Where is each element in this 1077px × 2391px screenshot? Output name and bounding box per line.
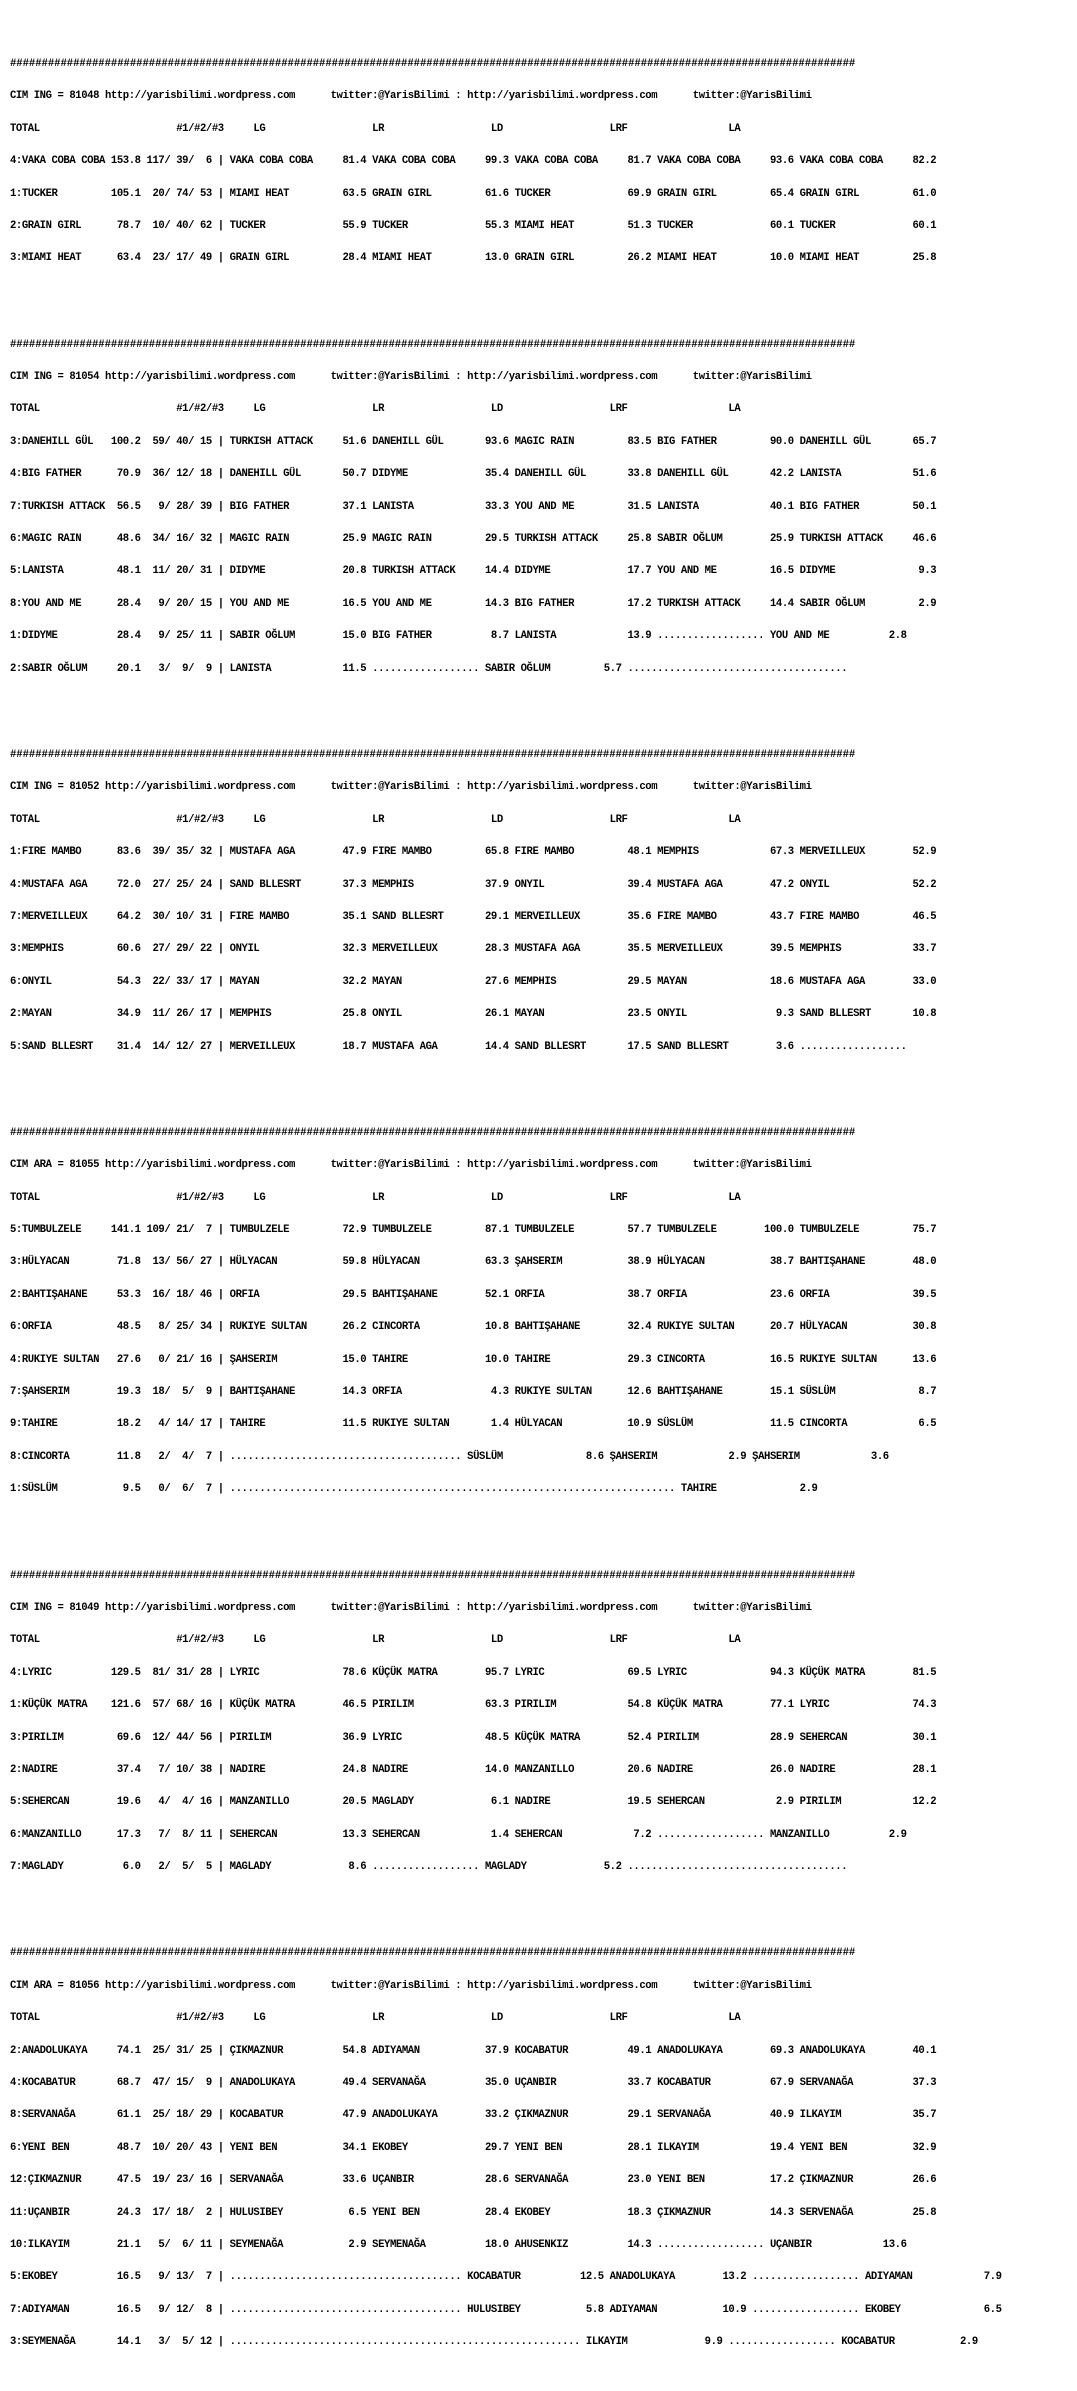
horse-row: 12:ÇIKMAZNUR 47.5 19/ 23/ 16 | SERVANAĞA 33.6 UÇANBIR 28.6 SERVANAĞA 23.0 YENI BEN 17.2 ÇIKMAZNUR 26.6: [10, 2174, 937, 2187]
horse-row: 5:EKOBEY 16.5 9/ 13/ 7 | ....................................... KOCABATUR 12.5 ANADOLUKAYA 13.2 .................. ADIYAMAN 7.9: [10, 2271, 1002, 2284]
separator-line: ######################################################################################################################################: [10, 1569, 856, 1582]
report-section: [10, 1549, 1070, 1895]
column-header: TOTAL #1/#2/#3 LG LR LD LRF LA: [10, 122, 741, 135]
horse-row: 3:SEYMENAĞA 14.1 3/ 5/ 12 | ........................................................... ILKAYIM 9.9 .................. KOCABATUR 2.9: [10, 2336, 978, 2349]
horse-row: 2:NADIRE 37.4 7/ 10/ 38 | NADIRE 24.8 NADIRE 14.0 MANZANILLO 20.6 NADIRE 26.0 NADIRE 28.1: [10, 1763, 937, 1776]
horse-row: 1:FIRE MAMBO 83.6 39/ 35/ 32 | MUSTAFA AGA 47.9 FIRE MAMBO 65.8 FIRE MAMBO 48.1 MEMPHIS 67.3 MERVEILLEUX 52.9: [10, 846, 937, 859]
horse-row: 1:DIDYME 28.4 9/ 25/ 11 | SABIR OĞLUM 15.0 BIG FATHER 8.7 LANISTA 13.9 .................. YOU AND ME 2.8: [10, 630, 907, 643]
report-section: [10, 1106, 1070, 1516]
column-header: TOTAL #1/#2/#3 LG LR LD LRF LA: [10, 1634, 741, 1647]
section-title: CIM ARA = 81056 http://yarisbilimi.wordpress.com twitter:@YarisBilimi : http://yarisbilimi.wordpress.com twitter:@YarisBilimi: [10, 1979, 812, 1992]
horse-row: 1:TUCKER 105.1 20/ 74/ 53 | MIAMI HEAT 63.5 GRAIN GIRL 61.6 TUCKER 69.9 GRAIN GIRL 65.4 GRAIN GIRL 61.0: [10, 187, 937, 200]
separator-line: ######################################################################################################################################: [10, 57, 856, 70]
report-section: [10, 1927, 1070, 2370]
horse-row: 4:BIG FATHER 70.9 36/ 12/ 18 | DANEHILL GÜL 50.7 DIDYME 35.4 DANEHILL GÜL 33.8 DANEHILL GÜL 42.2 LANISTA 51.6: [10, 468, 937, 481]
horse-row: 9:TAHIRE 18.2 4/ 14/ 17 | TAHIRE 11.5 RUKIYE SULTAN 1.4 HÜLYACAN 10.9 SÜSLÜM 11.5 CINCORTA 6.5: [10, 1418, 937, 1431]
horse-row: 1:SÜSLÜM 9.5 0/ 6/ 7 | ........................................................................... TAHIRE 2.9: [10, 1483, 818, 1496]
horse-row: 1:KÜÇÜK MATRA 121.6 57/ 68/ 16 | KÜÇÜK MATRA 46.5 PIRILIM 63.3 PIRILIM 54.8 KÜÇÜK MATRA 77.1 LYRIC 74.3: [10, 1699, 937, 1712]
section-title: CIM ING = 81049 http://yarisbilimi.wordpress.com twitter:@YarisBilimi : http://yarisbilimi.wordpress.com twitter:@YarisBilimi: [10, 1601, 812, 1614]
horse-row: 3:HÜLYACAN 71.8 13/ 56/ 27 | HÜLYACAN 59.8 HÜLYACAN 63.3 ŞAHSERIM 38.9 HÜLYACAN 38.7 BAHTIŞAHANE 48.0: [10, 1256, 937, 1269]
separator-line: ######################################################################################################################################: [10, 748, 856, 761]
report-section: [10, 318, 1070, 696]
horse-row: 7:MERVEILLEUX 64.2 30/ 10/ 31 | FIRE MAMBO 35.1 SAND BLLESRT 29.1 MERVEILLEUX 35.6 FIRE MAMBO 43.7 FIRE MAMBO 46.5: [10, 910, 937, 923]
section-title: CIM ING = 81048 http://yarisbilimi.wordpress.com twitter:@YarisBilimi : http://yarisbilimi.wordpress.com twitter:@YarisBilimi: [10, 90, 812, 103]
horse-row: 3:MIAMI HEAT 63.4 23/ 17/ 49 | GRAIN GIRL 28.4 MIAMI HEAT 13.0 GRAIN GIRL 26.2 MIAMI HEAT 10.0 MIAMI HEAT 25.8: [10, 252, 937, 265]
horse-row: 7:ŞAHSERIM 19.3 18/ 5/ 9 | BAHTIŞAHANE 14.3 ORFIA 4.3 RUKIYE SULTAN 12.6 BAHTIŞAHANE 15.1 SÜSLÜM 8.7: [10, 1386, 937, 1398]
horse-row: 8:YOU AND ME 28.4 9/ 20/ 15 | YOU AND ME 16.5 YOU AND ME 14.3 BIG FATHER 17.2 TURKISH ATTACK 14.4 SABIR OĞLUM 2.9: [10, 597, 937, 610]
column-header: TOTAL #1/#2/#3 LG LR LD LRF LA: [10, 1191, 741, 1204]
horse-row: 6:MANZANILLO 17.3 7/ 8/ 11 | SEHERCAN 13.3 SEHERCAN 1.4 SEHERCAN 7.2 .................. MANZANILLO 2.9: [10, 1828, 907, 1841]
horse-row: 2:BAHTIŞAHANE 53.3 16/ 18/ 46 | ORFIA 29.5 BAHTIŞAHANE 52.1 ORFIA 38.7 ORFIA 23.6 ORFIA 39.5: [10, 1288, 937, 1301]
separator-line: ######################################################################################################################################: [10, 338, 856, 351]
horse-row: 2:GRAIN GIRL 78.7 10/ 40/ 62 | TUCKER 55.9 TUCKER 55.3 MIAMI HEAT 51.3 TUCKER 60.1 TUCKER 60.1: [10, 219, 937, 232]
report-section: [10, 37, 1070, 285]
horse-row: 6:YENI BEN 48.7 10/ 20/ 43 | YENI BEN 34.1 EKOBEY 29.7 YENI BEN 28.1 ILKAYIM 19.4 YENI BEN 32.9: [10, 2141, 937, 2154]
report-section: [10, 728, 1070, 1074]
horse-row: 3:PIRILIM 69.6 12/ 44/ 56 | PIRILIM 36.9 LYRIC 48.5 KÜÇÜK MATRA 52.4 PIRILIM 28.9 SEHERCAN 30.1: [10, 1731, 937, 1744]
horse-row: 4:LYRIC 129.5 81/ 31/ 28 | LYRIC 78.6 KÜÇÜK MATRA 95.7 LYRIC 69.5 LYRIC 94.3 KÜÇÜK MATRA 81.5: [10, 1666, 937, 1679]
horse-row: 2:MAYAN 34.9 11/ 26/ 17 | MEMPHIS 25.8 ONYIL 26.1 MAYAN 23.5 ONYIL 9.3 SAND BLLESRT 10.8: [10, 1008, 937, 1021]
separator-line: ######################################################################################################################################: [10, 1947, 856, 1960]
horse-row: 4:VAKA COBA COBA 153.8 117/ 39/ 6 | VAKA COBA COBA 81.4 VAKA COBA COBA 99.3 VAKA COBA COBA 81.7 VAKA COBA COBA 93.6 VAKA COBA COBA 82.2: [10, 155, 937, 168]
horse-row: 8:CINCORTA 11.8 2/ 4/ 7 | ....................................... SÜSLÜM 8.6 ŞAHSERIM 2.9 ŞAHSERIM 3.6: [10, 1450, 889, 1463]
horse-row: 3:MEMPHIS 60.6 27/ 29/ 22 | ONYIL 32.3 MERVEILLEUX 28.3 MUSTAFA AGA 35.5 MERVEILLEUX 39.5 MEMPHIS 33.7: [10, 943, 937, 956]
horse-row: 5:TUMBULZELE 141.1 109/ 21/ 7 | TUMBULZELE 72.9 TUMBULZELE 87.1 TUMBULZELE 57.7 TUMBULZELE 100.0 TUMBULZELE 75.7: [10, 1224, 937, 1237]
horse-row: 7:MAGLADY 6.0 2/ 5/ 5 | MAGLADY 8.6 .................. MAGLADY 5.2 .....................................: [10, 1861, 848, 1874]
section-title: CIM ING = 81052 http://yarisbilimi.wordpress.com twitter:@YarisBilimi : http://yarisbilimi.wordpress.com twitter:@YarisBilimi: [10, 781, 812, 794]
horse-row: 2:ANADOLUKAYA 74.1 25/ 31/ 25 | ÇIKMAZNUR 54.8 ADIYAMAN 37.9 KOCABATUR 49.1 ANADOLUKAYA 69.3 ANADOLUKAYA 40.1: [10, 2044, 937, 2057]
horse-row: 2:SABIR OĞLUM 20.1 3/ 9/ 9 | LANISTA 11.5 .................. SABIR OĞLUM 5.7 .....................................: [10, 662, 848, 675]
column-header: TOTAL #1/#2/#3 LG LR LD LRF LA: [10, 813, 741, 826]
horse-row: 7:ADIYAMAN 16.5 9/ 12/ 8 | ....................................... HULUSIBEY 5.8 ADIYAMAN 10.9 .................. EKOBEY 6.5: [10, 2303, 1002, 2316]
horse-row: 3:DANEHILL GÜL 100.2 59/ 40/ 15 | TURKISH ATTACK 51.6 DANEHILL GÜL 93.6 MAGIC RAIN 83.5 BIG FATHER 90.0 DANEHILL GÜL 65.7: [10, 435, 937, 448]
section-title: CIM ING = 81054 http://yarisbilimi.wordpress.com twitter:@YarisBilimi : http://yarisbilimi.wordpress.com twitter:@YarisBilimi: [10, 371, 812, 384]
column-header: TOTAL #1/#2/#3 LG LR LD LRF LA: [10, 2012, 741, 2025]
horse-row: 4:MUSTAFA AGA 72.0 27/ 25/ 24 | SAND BLLESRT 37.3 MEMPHIS 37.9 ONYIL 39.4 MUSTAFA AGA 47.2 ONYIL 52.2: [10, 878, 937, 891]
horse-row: 6:MAGIC RAIN 48.6 34/ 16/ 32 | MAGIC RAIN 25.9 MAGIC RAIN 29.5 TURKISH ATTACK 25.8 SABIR OĞLUM 25.9 TURKISH ATTACK 46.6: [10, 533, 937, 546]
horse-row: 4:RUKIYE SULTAN 27.6 0/ 21/ 16 | ŞAHSERIM 15.0 TAHIRE 10.0 TAHIRE 29.3 CINCORTA 16.5 RUKIYE SULTAN 13.6: [10, 1353, 937, 1366]
horse-row: 5:SEHERCAN 19.6 4/ 4/ 16 | MANZANILLO 20.5 MAGLADY 6.1 NADIRE 19.5 SEHERCAN 2.9 PIRILIM 12.2: [10, 1796, 937, 1809]
horse-row: 10:ILKAYIM 21.1 5/ 6/ 11 | SEYMENAĞA 2.9 SEYMENAĞA 18.0 AHUSENKIZ 14.3 .................. UÇANBIR 13.6: [10, 2238, 907, 2251]
column-header: TOTAL #1/#2/#3 LG LR LD LRF LA: [10, 403, 741, 416]
race-report-sheet: [10, 5, 1070, 2349]
section-title: CIM ARA = 81055 http://yarisbilimi.wordpress.com twitter:@YarisBilimi : http://yarisbilimi.wordpress.com twitter:@YarisBilimi: [10, 1159, 812, 1172]
horse-row: 8:SERVANAĞA 61.1 25/ 18/ 29 | KOCABATUR 47.9 ANADOLUKAYA 33.2 ÇIKMAZNUR 29.1 SERVANAĞA 40.9 ILKAYIM 35.7: [10, 2109, 937, 2122]
horse-row: 4:KOCABATUR 68.7 47/ 15/ 9 | ANADOLUKAYA 49.4 SERVANAĞA 35.0 UÇANBIR 33.7 KOCABATUR 67.9 SERVANAĞA 37.3: [10, 2077, 937, 2089]
horse-row: 7:TURKISH ATTACK 56.5 9/ 28/ 39 | BIG FATHER 37.1 LANISTA 33.3 YOU AND ME 31.5 LANISTA 40.1 BIG FATHER 50.1: [10, 500, 937, 513]
horse-row: 5:LANISTA 48.1 11/ 20/ 31 | DIDYME 20.8 TURKISH ATTACK 14.4 DIDYME 17.7 YOU AND ME 16.5 DIDYME 9.3: [10, 565, 937, 578]
horse-row: 5:SAND BLLESRT 31.4 14/ 12/ 27 | MERVEILLEUX 18.7 MUSTAFA AGA 14.4 SAND BLLESRT 17.5 SAND BLLESRT 3.6 ..................: [10, 1040, 907, 1053]
separator-line: ######################################################################################################################################: [10, 1126, 856, 1139]
horse-row: 6:ONYIL 54.3 22/ 33/ 17 | MAYAN 32.2 MAYAN 27.6 MEMPHIS 29.5 MAYAN 18.6 MUSTAFA AGA 33.0: [10, 975, 937, 988]
horse-row: 6:ORFIA 48.5 8/ 25/ 34 | RUKIYE SULTAN 26.2 CINCORTA 10.8 BAHTIŞAHANE 32.4 RUKIYE SULTAN 20.7 HÜLYACAN 30.8: [10, 1321, 937, 1334]
horse-row: 11:UÇANBIR 24.3 17/ 18/ 2 | HULUSIBEY 6.5 YENI BEN 28.4 EKOBEY 18.3 ÇIKMAZNUR 14.3 SERVENAĞA 25.8: [10, 2206, 937, 2219]
